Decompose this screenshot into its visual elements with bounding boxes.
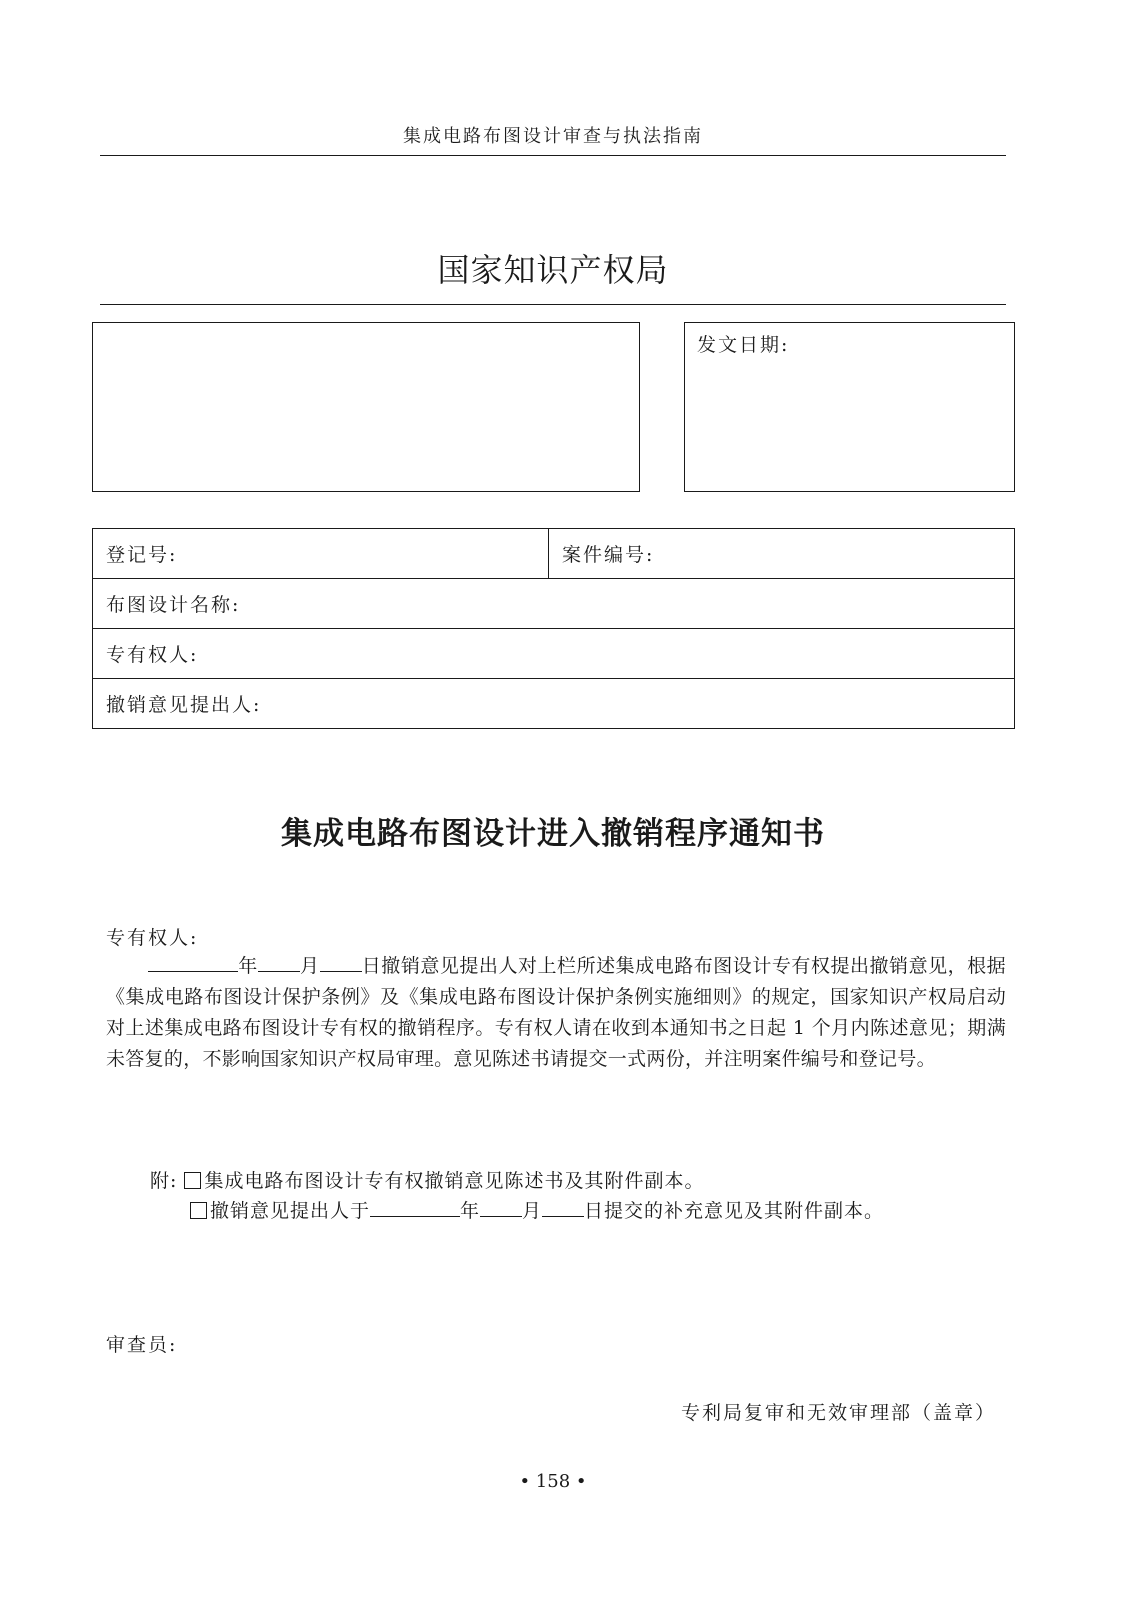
notice-body-text: 日撤销意见提出人对上栏所述集成电路布图设计专有权提出撤销意见，根据《集成电路布图设计保护条例》及《集成电路布图设计保护条例实施细则》的规定，国家知识产权局启动对上述集成电路布图设计专有权的撤销程序。专有权人请在收到本通知书之日起 1 个月内陈述意见；期满未答复的，不影响国家知识产权局审理。意见陈述书请提交一式两份，并注明案件编号和登记号。 <box>106 955 1006 1070</box>
table-row <box>93 679 1015 729</box>
attachment-checkbox-2[interactable] <box>190 1202 207 1219</box>
notice-body <box>106 951 1006 1075</box>
recipient-address-box <box>92 322 640 492</box>
running-header: 集成电路布图设计审查与执法指南 <box>403 126 703 147</box>
proposer-label: 撤销意见提出人: <box>106 694 262 716</box>
design-name-cell <box>93 579 1015 629</box>
table-row <box>93 629 1015 679</box>
registration-number-cell <box>93 529 549 579</box>
attachment-item-2-prefix: 撤销意见提出人于 <box>210 1200 371 1222</box>
year-blank <box>148 952 238 972</box>
attachment-label: 附: <box>150 1170 178 1192</box>
attachment-day-blank <box>542 1197 584 1217</box>
month-char: 月 <box>299 955 320 977</box>
attachment-checkbox-1[interactable] <box>184 1172 201 1189</box>
day-blank <box>320 952 362 972</box>
issue-date-box <box>684 322 1015 492</box>
attachment-line-1 <box>150 1166 704 1193</box>
attachment-month-blank <box>480 1197 522 1217</box>
notice-title: 集成电路布图设计进入撤销程序通知书 <box>281 816 825 852</box>
attachment-year-char: 年 <box>460 1200 481 1222</box>
month-blank <box>258 952 300 972</box>
header-divider <box>100 155 1006 156</box>
department-seal-line: 专利局复审和无效审理部（盖章） <box>680 1402 996 1424</box>
attachment-month-char: 月 <box>522 1200 543 1222</box>
attachment-item-2-suffix: 日提交的补充意见及其附件副本。 <box>584 1200 885 1222</box>
year-char: 年 <box>238 955 258 977</box>
page-number: • 158 • <box>519 1471 587 1492</box>
salutation: 专有权人: <box>106 927 199 949</box>
attachment-item-1: 集成电路布图设计专有权撤销意见陈述书及其附件副本。 <box>204 1170 705 1192</box>
issue-date-label: 发文日期: <box>697 334 790 356</box>
table-row <box>93 579 1015 629</box>
owner-cell <box>93 629 1015 679</box>
examiner-label: 审查员: <box>106 1334 178 1356</box>
attachment-line-2 <box>150 1196 884 1223</box>
agency-name: 国家知识产权局 <box>437 251 669 289</box>
proposer-cell <box>93 679 1015 729</box>
case-number-label: 案件编号: <box>562 544 655 566</box>
case-number-cell <box>549 529 1015 579</box>
case-info-table <box>92 528 1015 729</box>
registration-number-label: 登记号: <box>106 544 178 566</box>
design-name-label: 布图设计名称: <box>106 594 241 616</box>
owner-label: 专有权人: <box>106 644 199 666</box>
attachment-year-blank <box>370 1197 460 1217</box>
agency-divider <box>100 304 1006 305</box>
table-row <box>93 529 1015 579</box>
